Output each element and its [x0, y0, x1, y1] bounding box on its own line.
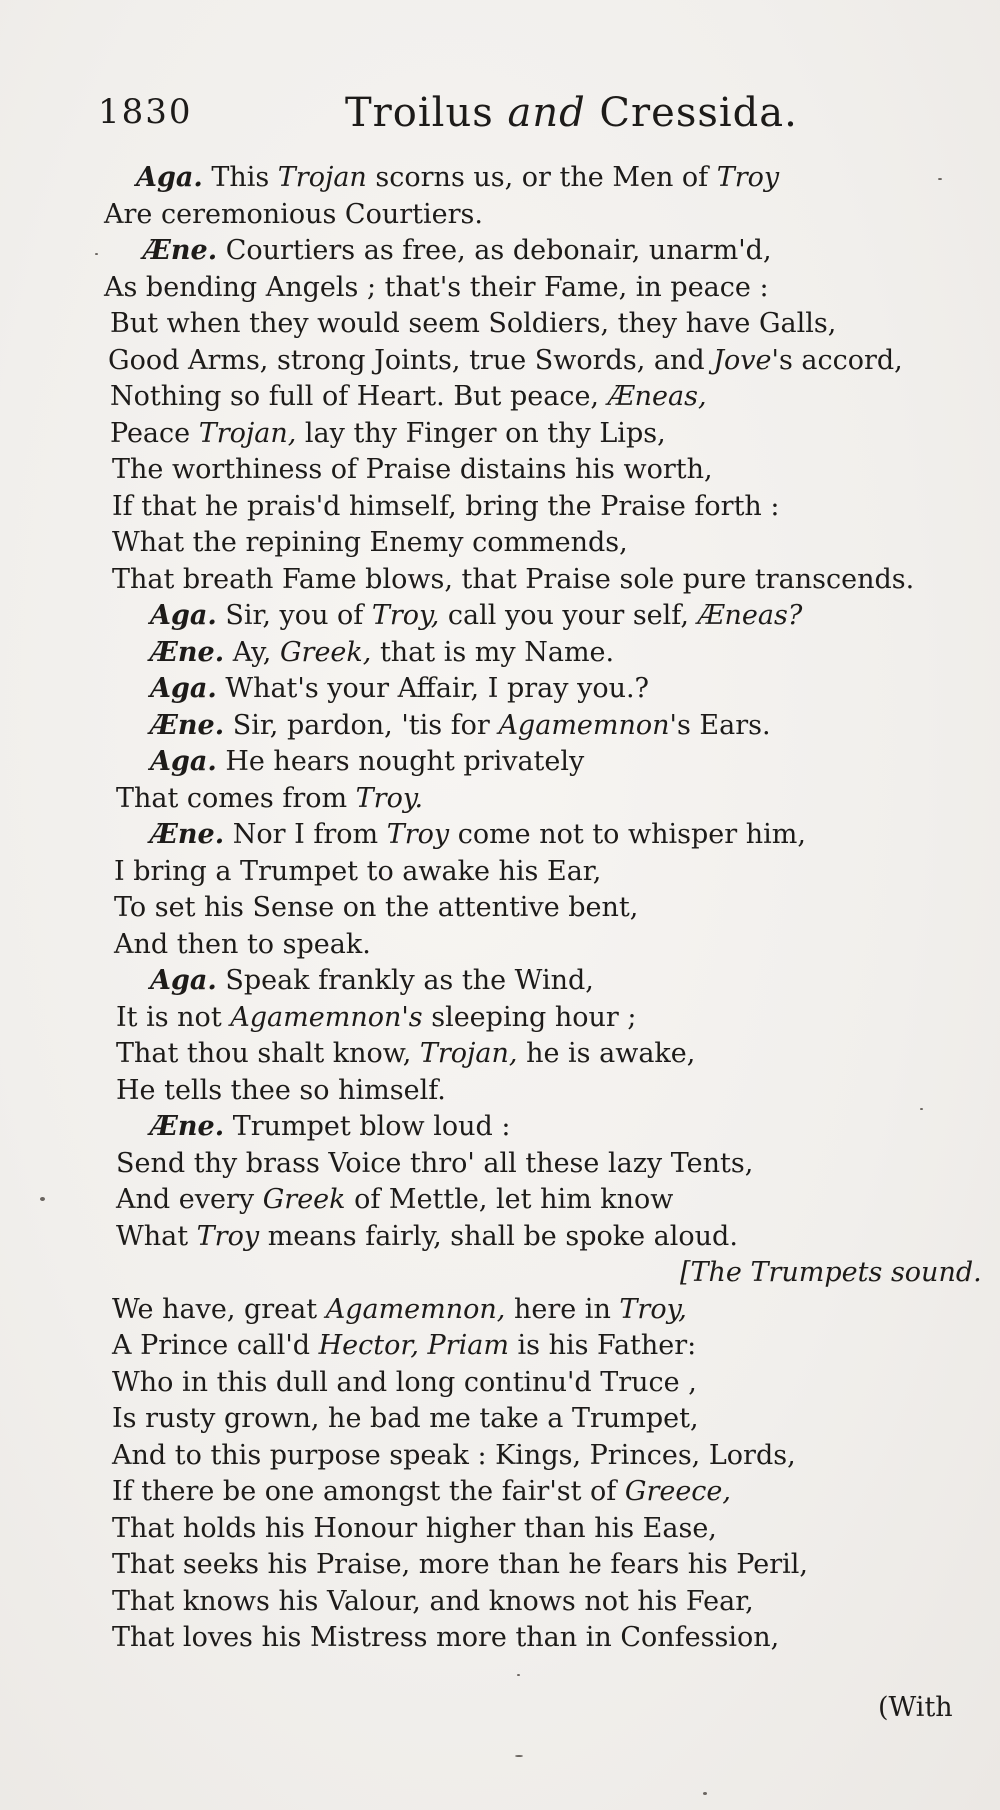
text-run: That holds his Honour higher than his Ease, — [112, 1512, 717, 1544]
running-title — [345, 90, 798, 136]
text-run: It is not — [116, 1001, 231, 1033]
text-run: A Prince call'd — [112, 1330, 319, 1361]
title-and: and — [507, 90, 586, 136]
text-line — [110, 416, 666, 452]
speaker-name: Aga. — [150, 600, 217, 631]
text-line — [112, 1511, 717, 1547]
text-run: He tells thee so himself. — [116, 1074, 446, 1106]
text-run: Trojan, — [419, 1038, 518, 1069]
text-line — [112, 489, 780, 525]
text-run: Trojan, — [198, 417, 297, 449]
text-run: lay thy Finger on thy Lips, — [296, 417, 666, 449]
text-line — [112, 1620, 779, 1656]
print-speck — [40, 1197, 45, 1201]
text-run: Troy. — [355, 782, 424, 814]
text-line — [112, 1365, 697, 1401]
text-run: What's your Affair, I pray you.? — [216, 673, 650, 704]
speaker-name: Æne. — [150, 636, 225, 668]
text-run: Peace — [110, 417, 199, 449]
text-run: Courtiers as free, as debonair, unarm'd, — [217, 235, 772, 266]
speaker-name: Aga. — [150, 673, 217, 704]
print-speck — [703, 1792, 707, 1795]
text-run: Speak frankly as the Wind, — [216, 965, 594, 996]
text-run: Are ceremonious Courtiers. — [104, 198, 483, 230]
text-line — [143, 233, 772, 269]
text-line — [116, 1146, 753, 1182]
text-line — [112, 1328, 696, 1364]
text-line — [112, 1584, 754, 1620]
print-speck — [95, 253, 98, 255]
print-speck — [938, 178, 942, 180]
text-line — [150, 744, 584, 780]
text-line — [112, 562, 914, 598]
print-speck — [920, 1108, 923, 1110]
text-line — [116, 781, 423, 817]
speaker-name: Aga. — [136, 162, 203, 193]
text-line — [116, 1073, 446, 1109]
text-line — [114, 890, 638, 926]
title-part-2: Cressida. — [585, 90, 798, 136]
page-number: 1830 — [98, 92, 193, 132]
text-run: Good Arms, strong Joints, true Swords, and — [108, 344, 714, 376]
text-line — [116, 1182, 673, 1218]
text-line — [150, 671, 649, 707]
text-run: Æneas? — [697, 600, 803, 631]
text-line — [110, 306, 836, 342]
text-line — [114, 927, 371, 963]
text-line — [104, 270, 769, 306]
text-line — [112, 1401, 699, 1437]
speaker-name: Æne. — [150, 709, 225, 741]
text-run: Jove — [713, 344, 772, 376]
text-run: scorns us, or the Men of — [366, 162, 717, 193]
text-run: Priam — [427, 1330, 509, 1361]
text-run: Trumpet blow loud : — [224, 1111, 511, 1142]
text-run: That breath Fame blows, that Praise sole pure transcends. — [112, 563, 915, 595]
text-run: here in — [505, 1293, 620, 1325]
text-line — [150, 598, 802, 634]
text-run: That loves his Mistress more than in Confession, — [112, 1622, 780, 1653]
text-line — [104, 197, 483, 233]
text-line — [680, 1255, 982, 1291]
text-line — [150, 635, 614, 671]
text-run: Troy, — [371, 600, 440, 631]
text-run: What the repining Enemy commends, — [112, 527, 628, 558]
text-line — [112, 1438, 796, 1474]
text-line — [116, 1219, 738, 1255]
text-run: Trojan — [277, 162, 367, 193]
title-part-1: Troilus — [345, 90, 508, 136]
text-run: That thou shalt know, — [116, 1038, 420, 1069]
text-run: Troy — [196, 1220, 260, 1252]
text-run: As bending Angels ; that's their Fame, in peace : — [104, 271, 769, 303]
text-run: Agamemnon, — [325, 1293, 506, 1325]
speaker-name: Æne. — [150, 819, 225, 850]
text-run: Greece, — [624, 1476, 731, 1507]
text-run: Sir, pardon, 'tis for — [224, 709, 499, 741]
text-run — [419, 1330, 428, 1361]
text-run: Is rusty grown, he bad me take a Trumpet, — [112, 1403, 699, 1434]
text-run: If there be one amongst the fair'st of — [112, 1476, 625, 1507]
text-run: This — [202, 162, 278, 193]
text-line — [150, 1109, 510, 1145]
print-speck — [515, 1755, 523, 1757]
text-run: sleeping hour ; — [422, 1001, 637, 1033]
text-line — [112, 1292, 687, 1328]
text-run: means fairly, shall be spoke aloud. — [259, 1220, 738, 1252]
text-line — [150, 708, 771, 744]
speaker-name: Æne. — [143, 235, 218, 266]
text-run: come not to whisper him, — [449, 819, 806, 850]
text-line — [150, 963, 594, 999]
print-speck — [517, 1674, 520, 1676]
text-run: The worthiness of Praise distains his worth, — [112, 454, 713, 485]
text-line — [110, 379, 707, 415]
text-run: 's Ears. — [669, 709, 771, 741]
text-run: Who in this dull and long continu'd Truce , — [112, 1366, 697, 1398]
text-run: Nor I from — [224, 819, 387, 850]
page-header — [0, 92, 1000, 152]
text-run: Send thy brass Voice thro' all these lazy Tents, — [116, 1147, 754, 1179]
text-run: Ay, — [224, 636, 280, 668]
text-run: He hears nought privately — [216, 746, 585, 777]
text-run: Greek — [262, 1184, 346, 1215]
text-run: What — [116, 1220, 197, 1252]
text-run: call you your self, — [439, 600, 698, 631]
text-run: That comes from — [116, 782, 356, 814]
text-run: is his Father: — [508, 1330, 697, 1361]
text-line — [136, 160, 779, 196]
text-run: Agamemnon's — [230, 1001, 423, 1033]
text-run: that is my Name. — [371, 636, 615, 668]
text-run: And to this purpose speak : Kings, Princes, Lords, — [112, 1439, 796, 1471]
text-line — [112, 1474, 731, 1510]
text-run: That seeks his Praise, more than he fears his Peril, — [112, 1549, 808, 1580]
speaker-name: Aga. — [150, 965, 217, 996]
text-run: But when they would seem Soldiers, they have Galls, — [110, 308, 837, 339]
speaker-name: Æne. — [150, 1111, 225, 1142]
text-run: 's accord, — [771, 344, 903, 376]
text-run: And every — [116, 1184, 263, 1215]
stage-direction: [The Trumpets sound. — [680, 1257, 982, 1288]
text-run: Æneas, — [607, 381, 707, 412]
text-line — [112, 1547, 808, 1583]
text-run: And then to speak. — [114, 928, 371, 960]
text-run: To set his Sense on the attentive bent, — [114, 892, 639, 923]
text-run: Troy — [716, 162, 780, 193]
text-run: Troy, — [619, 1293, 687, 1325]
text-run: I bring a Trumpet to awake his Ear, — [114, 855, 602, 887]
text-run: If that he prais'd himself, bring the Praise forth : — [112, 490, 780, 522]
text-run: Agamemnon — [498, 709, 670, 741]
speaker-name: Aga. — [150, 746, 217, 777]
text-run: he is awake, — [517, 1038, 696, 1069]
text-run: Nothing so full of Heart. But peace, — [110, 381, 608, 412]
text-run: Troy — [386, 819, 450, 850]
text-line — [116, 1000, 636, 1036]
text-run: We have, great — [112, 1293, 326, 1325]
text-line — [150, 817, 806, 853]
text-run: Greek, — [279, 636, 372, 668]
text-line — [114, 854, 601, 890]
text-line — [112, 525, 628, 561]
text-run: Sir, you of — [216, 600, 372, 631]
text-line — [112, 452, 713, 488]
text-line — [108, 343, 903, 379]
text-run: Hector, — [318, 1330, 419, 1361]
text-run: of Mettle, let him know — [345, 1184, 674, 1215]
text-line — [116, 1036, 695, 1072]
catchword: (With — [878, 1692, 953, 1723]
text-run: That knows his Valour, and knows not his Fear, — [112, 1585, 754, 1617]
